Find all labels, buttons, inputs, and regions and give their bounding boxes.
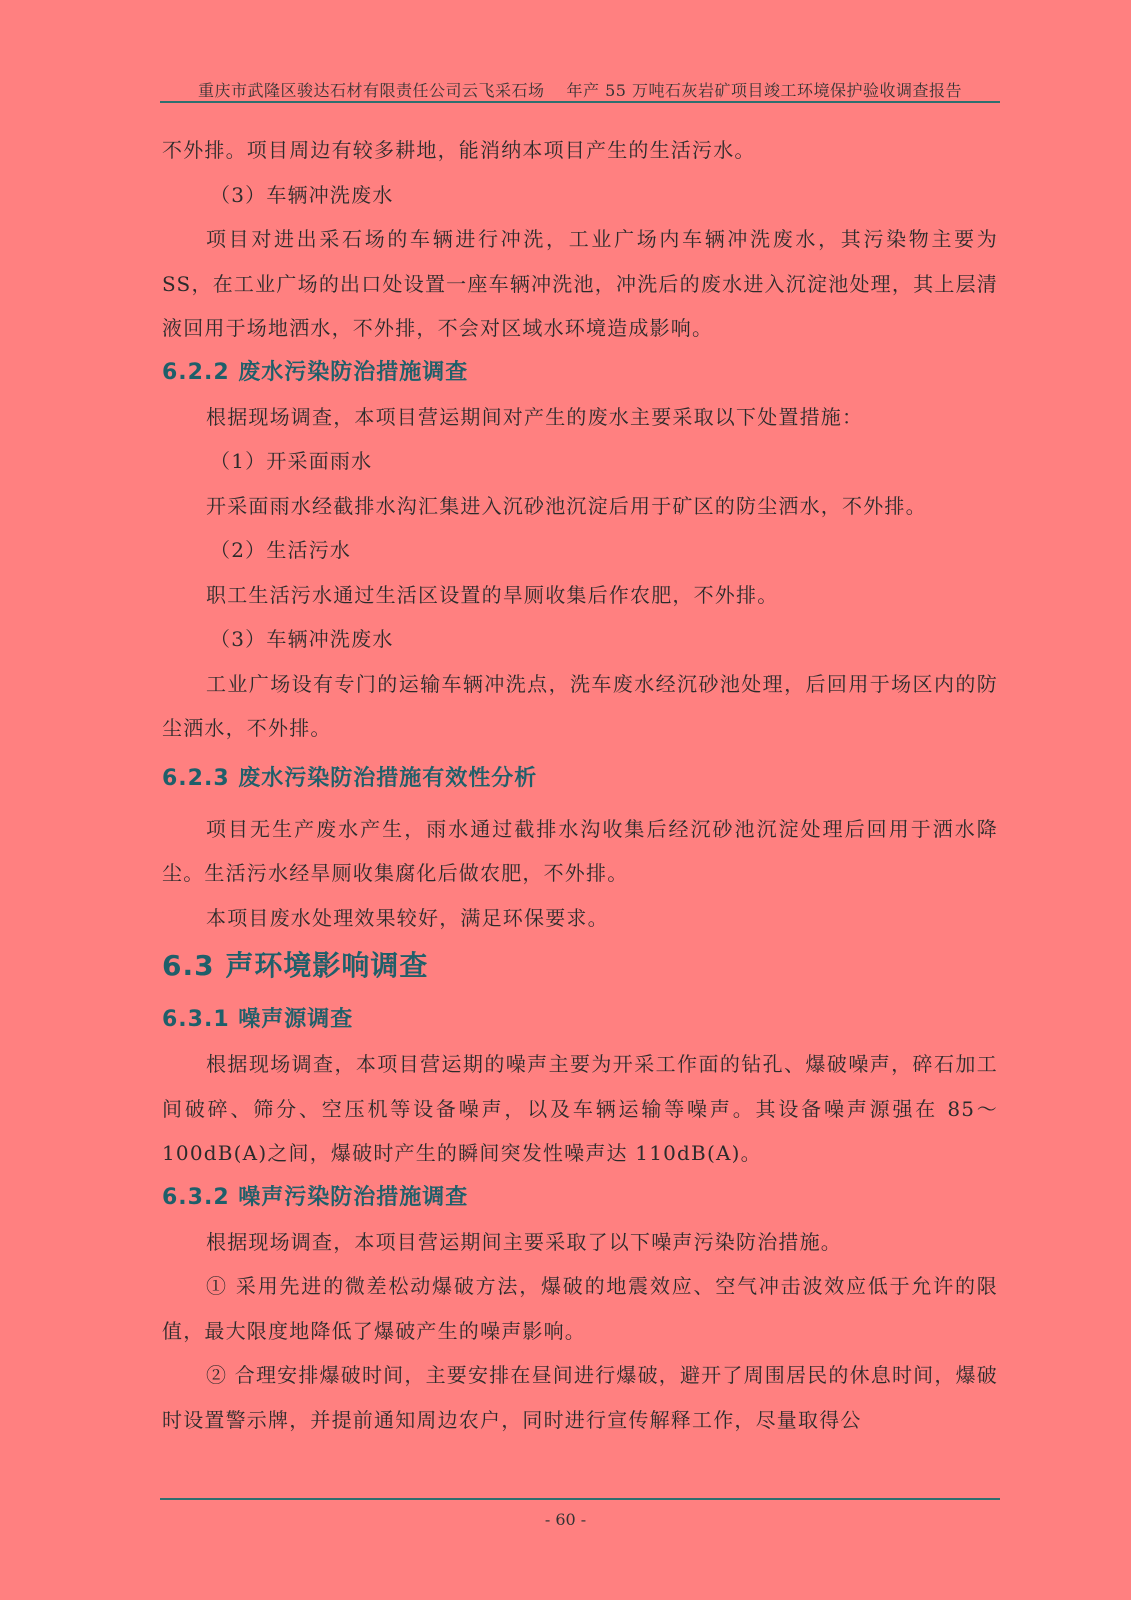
- paragraph: 本项目废水处理效果较好，满足环保要求。: [206, 905, 609, 930]
- section-heading-6-2-2: 6.2.2 废水污染防治措施调查: [162, 359, 469, 385]
- list-item-heading: （1）开采面雨水: [210, 449, 373, 473]
- footer-rule: [160, 1498, 1000, 1500]
- header-report-title: 年产 55 万吨石灰岩矿项目竣工环境保护验收调查报告: [566, 81, 963, 100]
- list-item-heading: （3）车辆冲洗废水: [210, 182, 394, 207]
- paragraph: 开采面雨水经截排水沟汇集进入沉砂池沉淀后用于矿区的防尘洒水，不外排。: [206, 493, 927, 518]
- page-body: [162, 128, 998, 1442]
- paragraph: 项目对进出采石场的车辆进行冲洗，工业广场内车辆冲洗废水，其污染物主要为SS，在工业广场的出口处设置一座车辆冲洗池，冲洗后的废水进入沉淀池处理，其上层清液回用于场地洒水，不外排，不会对区域水环境造成影响。: [162, 227, 998, 340]
- paragraph: ② 合理安排爆破时间，主要安排在昼间进行爆破，避开了周围居民的休息时间，爆破时设置警示牌，并提前通知周边农户，同时进行宣传解释工作，尽量取得公: [162, 1363, 998, 1432]
- header-rule: [160, 101, 1000, 103]
- section-heading-6-3: 6.3 声环境影响调查: [162, 949, 429, 982]
- paragraph: ① 采用先进的微差松动爆破方法，爆破的地震效应、空气冲击波效应低于允许的限值，最大限度地降低了爆破产生的噪声影响。: [162, 1274, 998, 1343]
- list-item-heading: （2）生活污水: [210, 538, 352, 562]
- paragraph: 职工生活污水通过生活区设置的旱厕收集后作农肥，不外排。: [206, 582, 779, 607]
- page-number: - 60 -: [544, 1510, 587, 1529]
- paragraph: 项目无生产废水产生，雨水通过截排水沟收集后经沉砂池沉淀处理后回用于洒水降尘。生活污水经旱厕收集腐化后做农肥，不外排。: [162, 816, 998, 885]
- section-heading-6-3-1: 6.3.1 噪声源调查: [162, 1007, 354, 1032]
- paragraph: 不外排。项目周边有较多耕地，能消纳本项目产生的生活污水。: [162, 138, 756, 162]
- section-heading-6-3-2: 6.3.2 噪声污染防治措施调查: [162, 1184, 469, 1210]
- section-heading-6-2-3: 6.2.3 废水污染防治措施有效性分析: [162, 765, 538, 791]
- paragraph: 根据现场调查，本项目营运期的噪声主要为开采工作面的钻孔、爆破噪声，碎石加工间破碎、筛分、空压机等设备噪声，以及车辆运输等噪声。其设备噪声源强在 85～100dB(A)之间，爆破时产生的瞬间突发性噪声达 110dB(A)。: [162, 1052, 998, 1165]
- header-company: 重庆市武隆区骏达石材有限责任公司云飞采石场: [197, 81, 545, 100]
- list-item-heading: （3）车辆冲洗废水: [210, 627, 394, 651]
- running-header: [160, 78, 1000, 101]
- paragraph: 工业广场设有专门的运输车辆冲洗点，洗车废水经沉砂池处理，后回用于场区内的防尘洒水，不外排。: [162, 671, 998, 740]
- paragraph: 根据现场调查，本项目营运期间对产生的废水主要采取以下处置措施：: [206, 404, 864, 429]
- paragraph: 根据现场调查，本项目营运期间主要采取了以下噪声污染防治措施。: [206, 1229, 842, 1254]
